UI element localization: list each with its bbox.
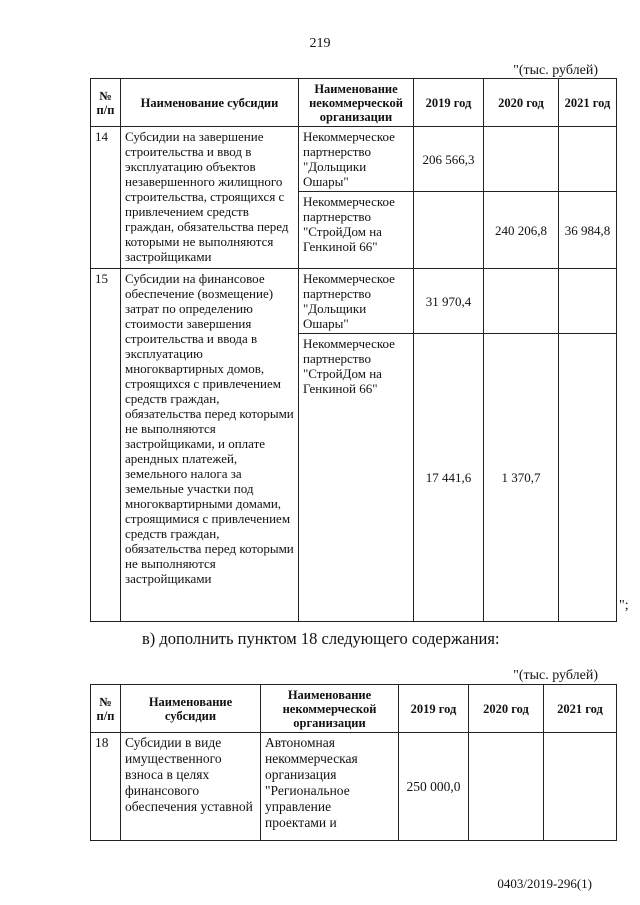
page-number: 219: [309, 36, 331, 51]
header-number: № п/п: [91, 685, 121, 733]
amount-2019: 250 000,0: [399, 733, 469, 841]
organization-name: Некоммерческое партнерство "СтройДом на Генкиной 66": [299, 334, 414, 622]
amount-2020: [484, 127, 559, 192]
header-organization-name: Наименование некоммерческой организации: [261, 685, 399, 733]
subsidy-name: Субсидии в виде имущественного взноса в целях финансового обеспечения уставной: [121, 733, 261, 841]
header-2020: 2020 год: [469, 685, 544, 733]
table-header-row: [91, 79, 617, 127]
subsidy-name: Субсидии на завершение строительства и ввод в эксплуатацию объектов незавершенного жилищного строительства, строящихся с привлечением средств граждан, обязательства перед которыми не выполняются застройщиками: [121, 127, 299, 269]
header-2021: 2021 год: [559, 79, 617, 127]
table-header-row: [91, 685, 617, 733]
organization-name: Некоммерческое партнерство "Дольщики Ошары": [299, 127, 414, 192]
amount-2020: 240 206,8: [484, 192, 559, 269]
closing-quote: ";: [619, 598, 629, 613]
units-label: "(тыс. рублей): [513, 668, 598, 683]
header-number: № п/п: [91, 79, 121, 127]
table-row: [91, 733, 617, 841]
row-number: 15: [91, 269, 121, 622]
header-2020: 2020 год: [484, 79, 559, 127]
organization-name: Некоммерческое партнерство "СтройДом на Генкиной 66": [299, 192, 414, 269]
amount-2019: 17 441,6: [414, 334, 484, 622]
amount-2020: [469, 733, 544, 841]
amount-2021: [559, 127, 617, 192]
amount-2021: [559, 334, 617, 622]
header-subsidy-name: Наименование субсидии: [121, 685, 261, 733]
row-number: 18: [91, 733, 121, 841]
amount-2020: [484, 269, 559, 334]
amendment-sentence: в) дополнить пунктом 18 следующего содержания:: [142, 629, 500, 648]
table-row: [91, 127, 617, 192]
organization-name: Некоммерческое партнерство "Дольщики Ошары": [299, 269, 414, 334]
amount-2019: [414, 192, 484, 269]
document-code: 0403/2019-296(1): [497, 876, 592, 891]
units-label: "(тыс. рублей): [513, 63, 598, 78]
subsidy-table-2: [90, 684, 617, 841]
row-number: 14: [91, 127, 121, 269]
header-2019: 2019 год: [414, 79, 484, 127]
amount-2019: 206 566,3: [414, 127, 484, 192]
amount-2021: 36 984,8: [559, 192, 617, 269]
header-2019: 2019 год: [399, 685, 469, 733]
header-subsidy-name: Наименование субсидии: [121, 79, 299, 127]
organization-name: Автономная некоммерческая организация "Региональное управление проектами и: [261, 733, 399, 841]
header-organization-name: Наименование некоммерческой организации: [299, 79, 414, 127]
subsidy-name: Субсидии на финансовое обеспечение (возмещение) затрат по определению стоимости завершения строительства и ввода в эксплуатацию многоквартирных домов, строящихся с привлечением средств граждан, обязательства перед которыми не выполняются застройщиками, и оплате арендных платежей, земельного налога за земельные участки под многоквартирными домами, строящимися с привлечением средств граждан, обязательства перед которыми не выполняются застройщиками: [121, 269, 299, 622]
table-row: [91, 269, 617, 334]
amount-2020: 1 370,7: [484, 334, 559, 622]
amount-2021: [544, 733, 617, 841]
subsidy-table-1: [90, 78, 617, 622]
amount-2021: [559, 269, 617, 334]
amount-2019: 31 970,4: [414, 269, 484, 334]
header-2021: 2021 год: [544, 685, 617, 733]
